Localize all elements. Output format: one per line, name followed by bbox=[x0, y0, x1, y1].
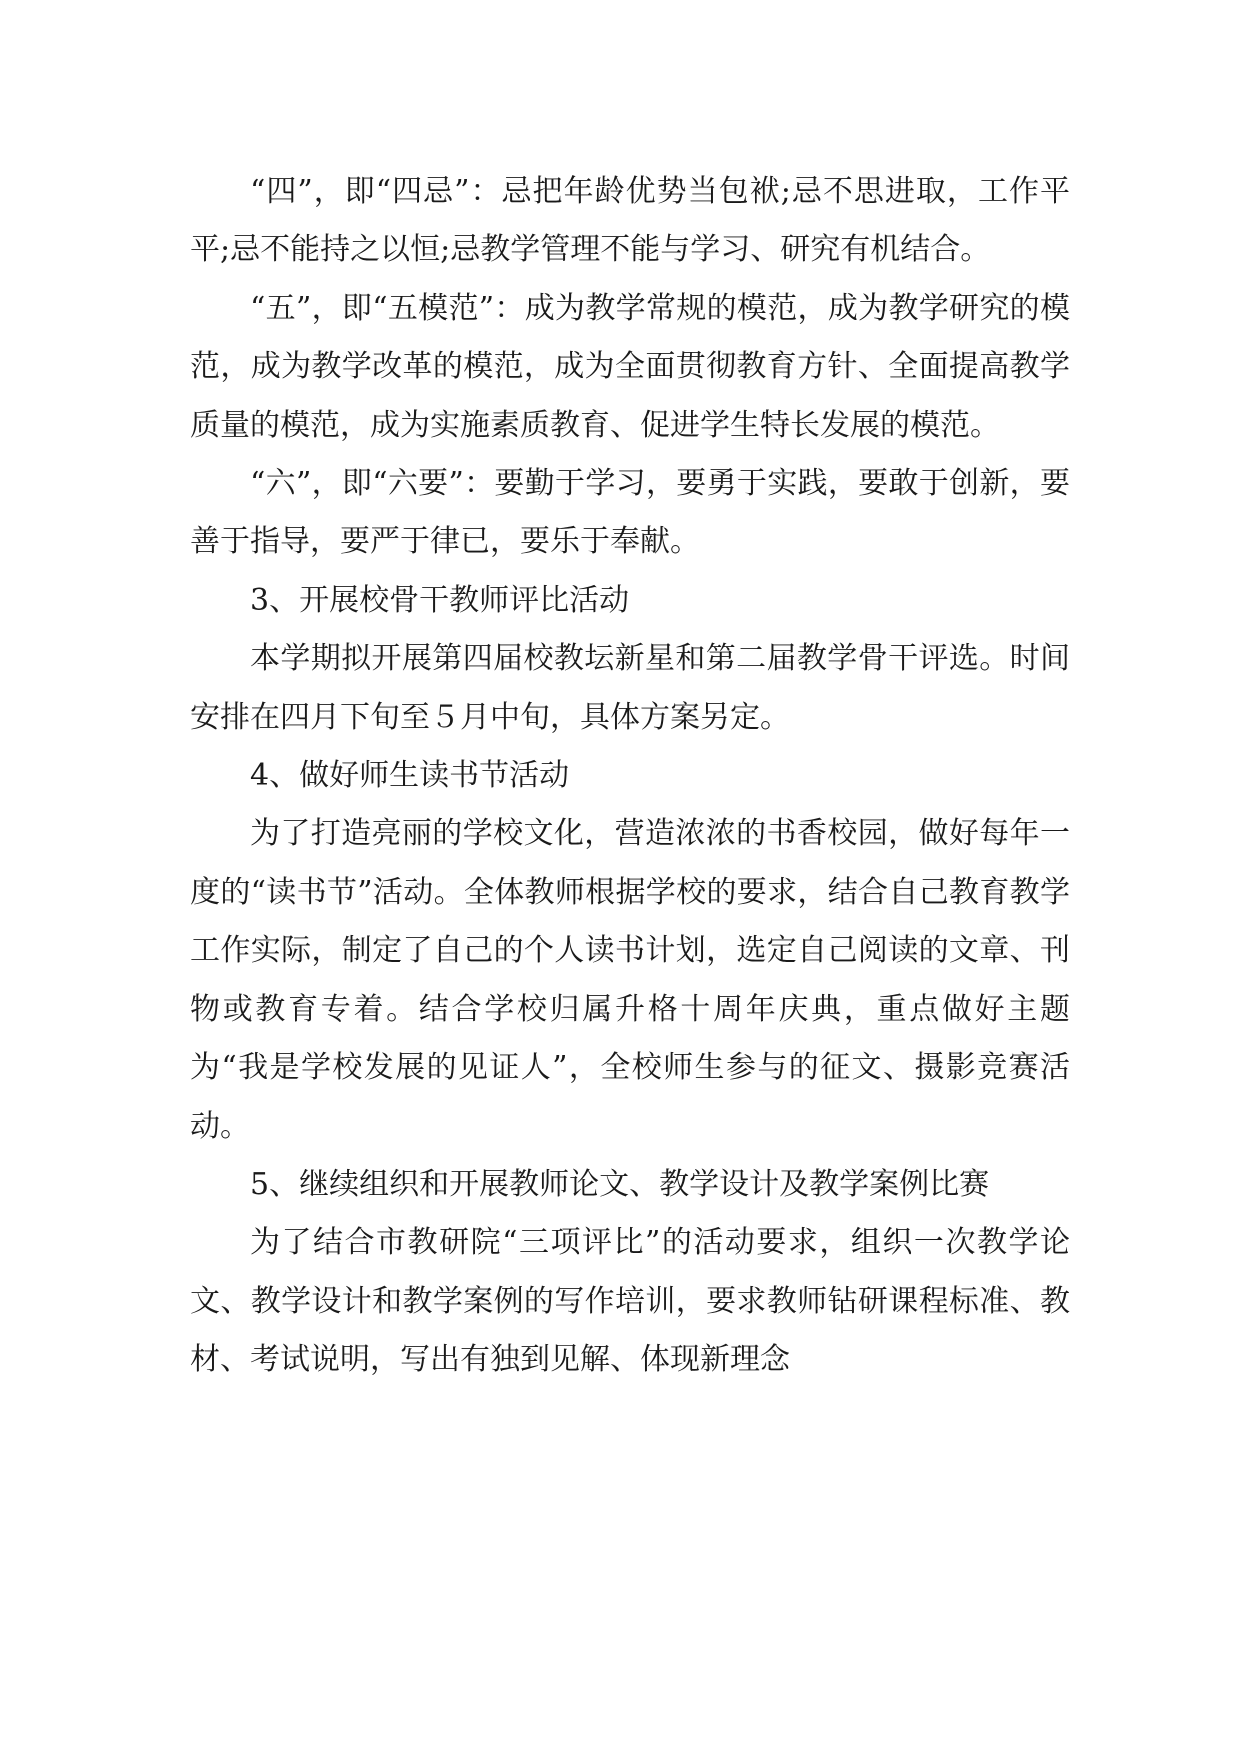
paragraph-five-models: “五”，即“五模范”：成为教学常规的模范，成为教学研究的模范，成为教学改革的模范，成为全面贯彻教育方针、全面提高教学质量的模范，成为实施素质教育、促进学生特长发展的模范。 bbox=[190, 290, 1070, 443]
section-heading-3: 3、开展校骨干教师评比活动 bbox=[250, 582, 630, 618]
paragraph-four-taboos: “四”，即“四忌”：忌把年龄优势当包袱;忌不思进取，工作平平;忌不能持之以恒;忌教学管理不能与学习、研究有机结合。 bbox=[190, 174, 1070, 268]
paragraph-teacher-selection: 本学期拟开展第四届校教坛新星和第二届教学骨干评选。时间安排在四月下旬至５月中旬，具体方案另定。 bbox=[190, 641, 1070, 735]
paragraph-reading-festival: 为了打造亮丽的学校文化，营造浓浓的书香校园，做好每年一度的“读书节”活动。全体教师根据学校的要求，结合自己教育教学工作实际，制定了自己的个人读书计划，选定自己阅读的文章、刊物或教育专着。结合学校归属升格十周年庆典，重点做好主题为“我是学校发展的见证人”，全校师生参与的征文、摄影竞赛活动。 bbox=[190, 816, 1070, 1144]
document-page bbox=[190, 163, 1070, 1390]
paragraph-writing-training: 为了结合市教研院“三项评比”的活动要求，组织一次教学论文、教学设计和教学案例的写作培训，要求教师钻研课程标准、教材、考试说明，写出有独到见解、体现新理念 bbox=[190, 1225, 1070, 1378]
section-heading-4: 4、做好师生读书节活动 bbox=[250, 758, 570, 794]
section-heading-5: 5、继续组织和开展教师论文、教学设计及教学案例比赛 bbox=[250, 1166, 990, 1202]
paragraph-six-musts: “六”，即“六要”：要勤于学习，要勇于实践，要敢于创新，要善于指导，要严于律已，要乐于奉献。 bbox=[190, 466, 1070, 560]
